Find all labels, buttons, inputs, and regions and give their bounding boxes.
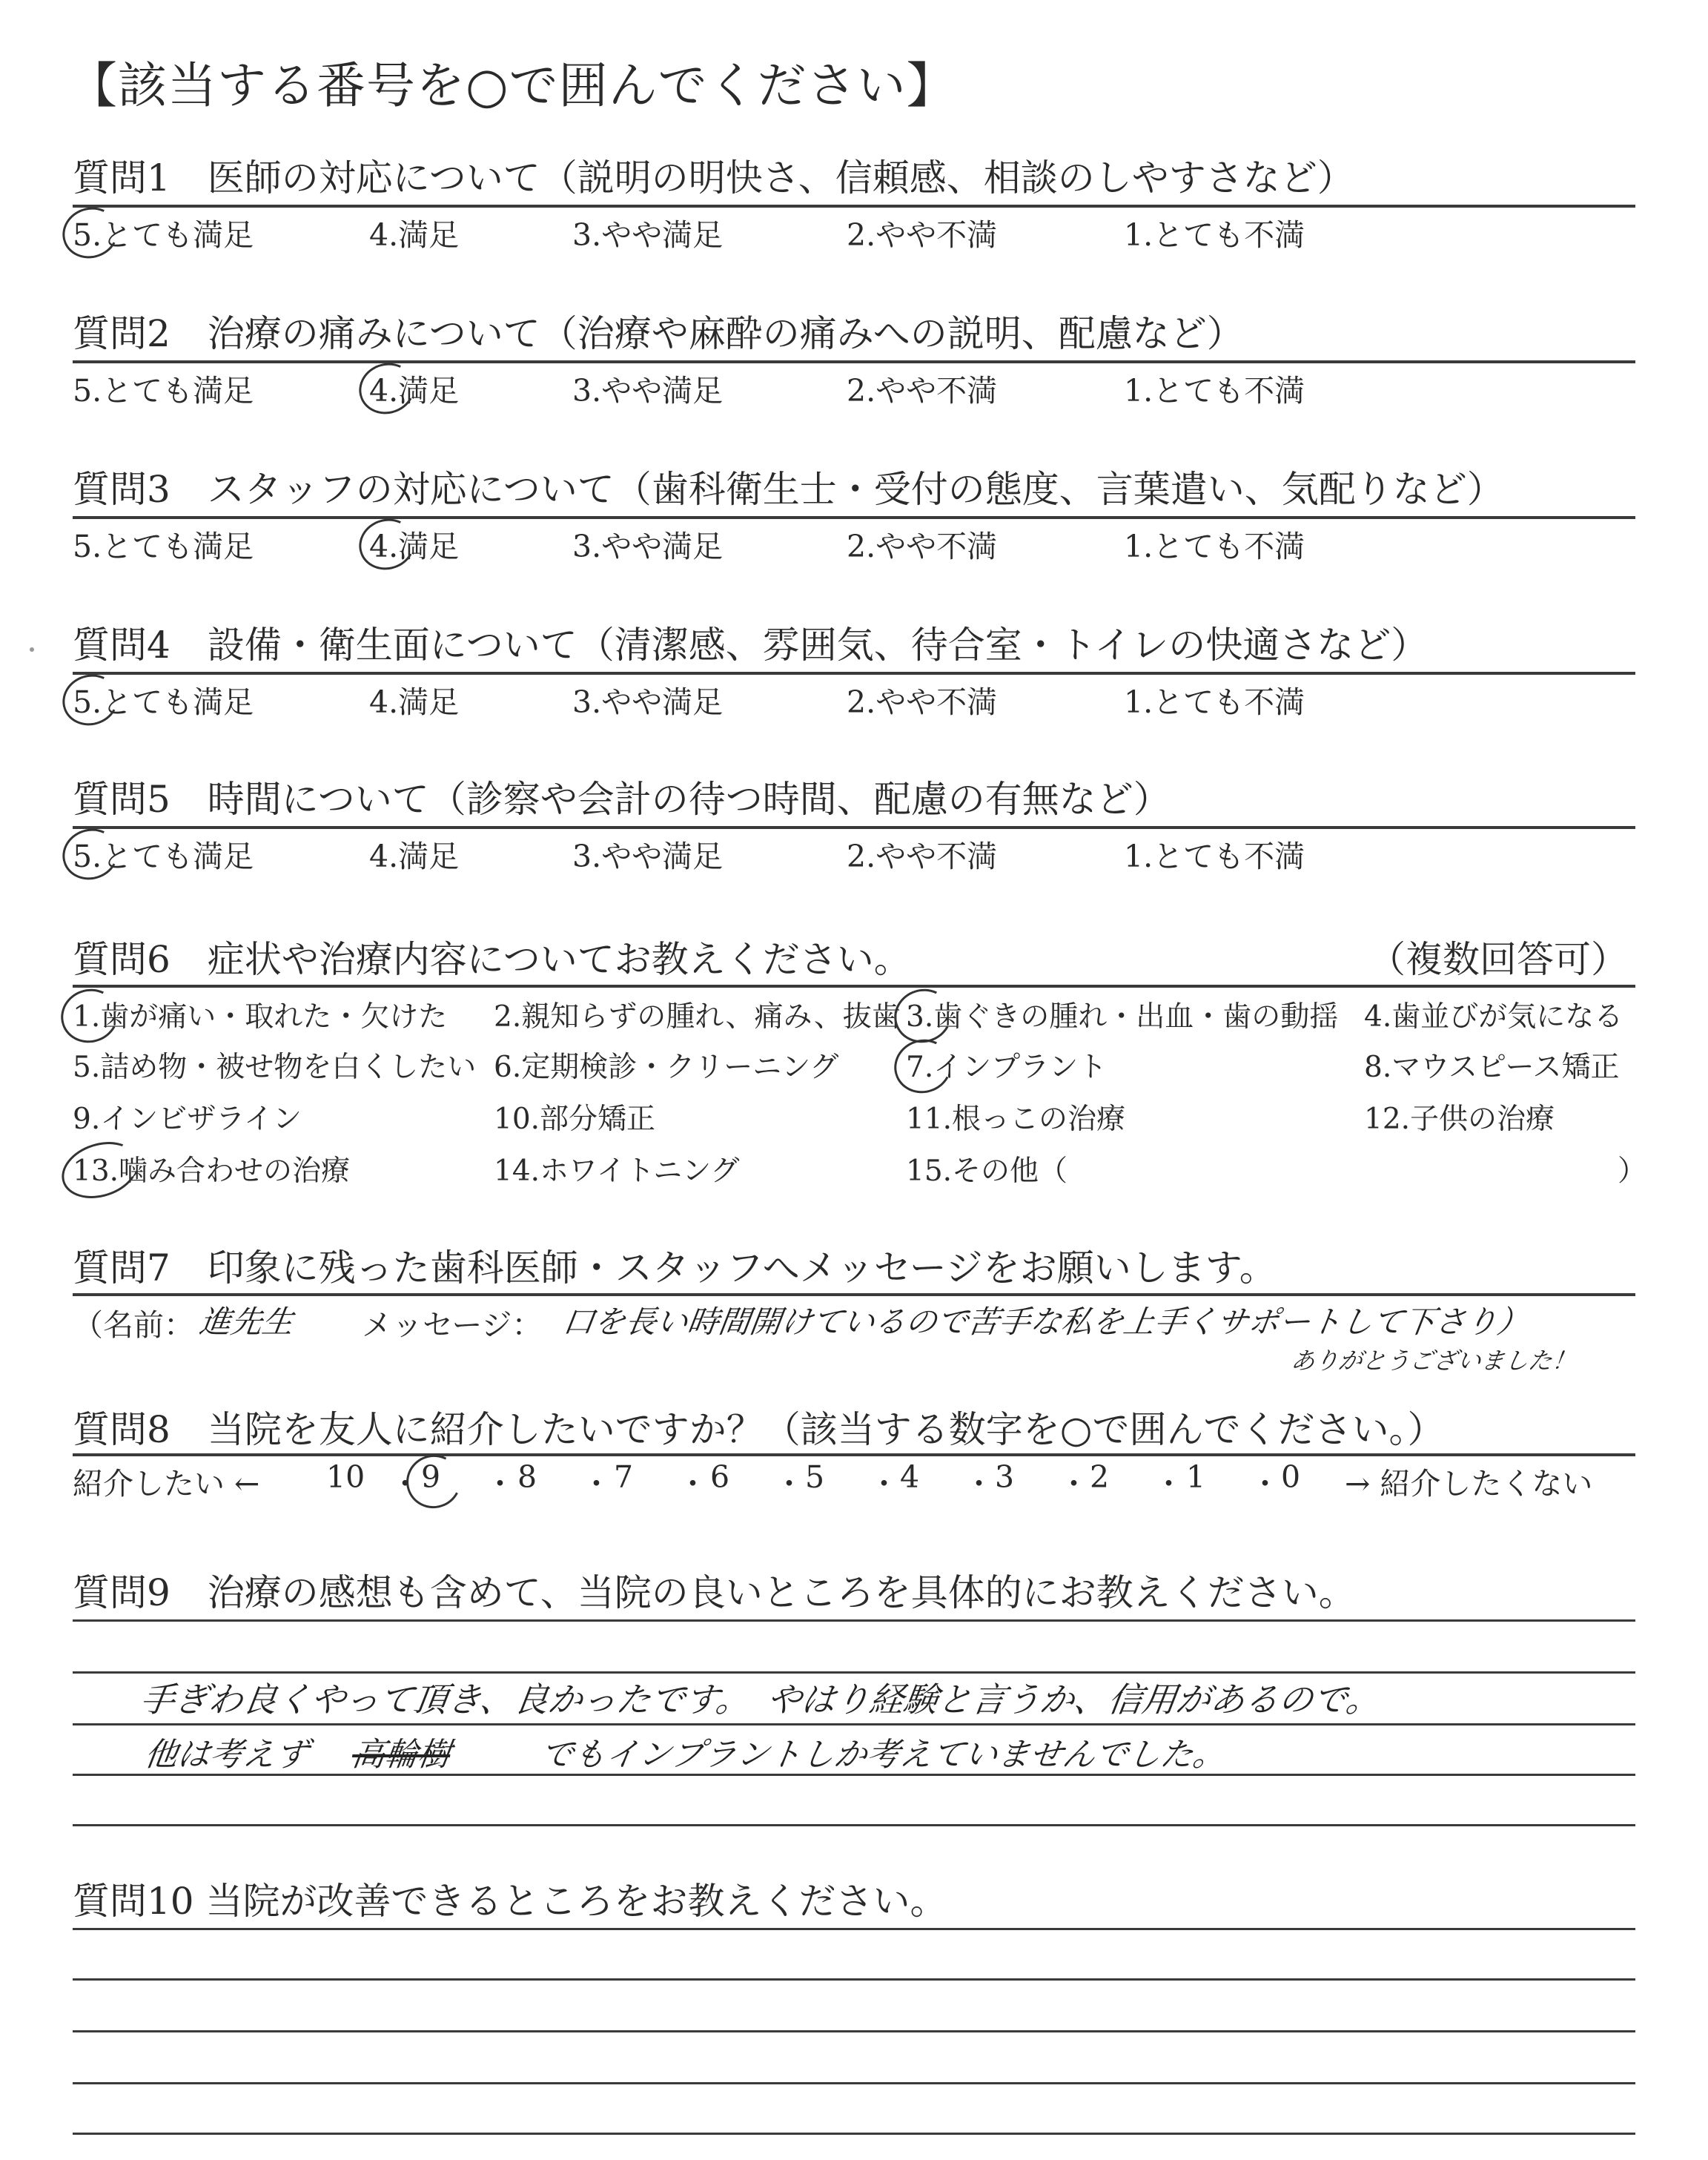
q8-scale-5: 5	[805, 1459, 825, 1495]
q6-selection-circle-13	[54, 1132, 145, 1207]
q4-option-3: 3.やや満足	[572, 684, 724, 720]
q9-title: 質問9 治療の感想も含めて、当院の良いところを具体的にお教えください。	[73, 1571, 1356, 1614]
q9-answer-line1: 手ぎわ良くやって頂き、良かったです。 やはり経験と言うか、信用があるので。	[137, 1680, 1383, 1720]
q3-option-3: 3.やや満足	[572, 529, 724, 564]
q9-line-5	[73, 1824, 1635, 1826]
q1-option-5: 5.とても満足	[73, 217, 254, 253]
q6-option-8: 8.マウスピース矯正	[1364, 1051, 1620, 1084]
q1-title: 質問1 医師の対応について（説明の明快さ、信頼感、相談のしやすさなど）	[73, 156, 1354, 199]
q8-scale-separator: ・	[1059, 1466, 1089, 1502]
scan-speck	[30, 647, 34, 652]
q8-scale-4: 4	[900, 1459, 920, 1495]
q6-option-4: 4.歯並びが気になる	[1364, 1000, 1623, 1034]
q5-option-5: 5.とても満足	[73, 839, 254, 874]
q9-answer-line2: 他は考えず	[142, 1736, 311, 1774]
q6-option-2: 2.親知らずの腫れ、痛み、抜歯	[494, 1000, 901, 1034]
q3-option-2: 2.やや不満	[847, 529, 998, 564]
q6-selection-circle-7	[887, 1032, 959, 1101]
q7-message-line1: 口を長い時間開けているので苦手な私を上手くサポートして下さり）	[560, 1304, 1532, 1340]
q1-option-3: 3.やや満足	[572, 217, 724, 253]
q2-rule	[73, 360, 1635, 363]
q9-answer-line2b: でもインプラントしか考えていませんでした。	[537, 1736, 1228, 1774]
q2-option-2: 2.やや不満	[847, 373, 998, 409]
q8-scale-separator: ・	[390, 1466, 420, 1502]
q1-rule	[73, 205, 1635, 208]
form-header: 【該当する番号を○で囲んでください】	[68, 57, 956, 114]
q6-note: （複数回答可）	[1368, 938, 1628, 981]
q8-selection-circle	[400, 1447, 469, 1515]
q4-rule	[73, 672, 1635, 675]
q7-name-value: 進先生	[197, 1304, 297, 1340]
q6-option-9: 9.インビザライン	[73, 1103, 302, 1136]
q6-option-11: 11.根っこの治療	[906, 1103, 1126, 1136]
q6-option-16: ）	[1618, 1155, 1647, 1188]
q8-scale-6: 6	[710, 1459, 730, 1495]
q1-option-1: 1.とても不満	[1124, 217, 1305, 253]
q7-message-label: メッセージ：	[362, 1307, 543, 1343]
q6-title: 質問6 症状や治療内容についてお教えください。	[73, 938, 911, 981]
q3-title: 質問3 スタッフの対応について（歯科衛生士・受付の態度、言葉遣い、気配りなど）	[73, 468, 1504, 511]
q2-option-1: 1.とても不満	[1124, 373, 1305, 409]
q8-scale-separator: ・	[964, 1466, 994, 1502]
q5-title: 質問5 時間について（診察や会計の待つ時間、配慮の有無など）	[73, 778, 1171, 821]
q6-rule	[73, 985, 1635, 988]
q8-scale-separator: ・	[678, 1466, 708, 1502]
q8-scale-separator: ・	[1250, 1466, 1280, 1502]
q2-option-4: 4.満足	[369, 373, 460, 409]
q6-option-14: 14.ホワイトニング	[494, 1155, 740, 1188]
q3-option-5: 5.とても満足	[73, 529, 254, 564]
q2-title: 質問2 治療の痛みについて（治療や麻酔の痛みへの説明、配慮など）	[73, 312, 1244, 355]
q10-title: 質問10 当院が改善できるところをお教えください。	[73, 1880, 947, 1923]
q3-option-1: 1.とても不満	[1124, 529, 1305, 564]
q7-message-line2: ありがとうございました！	[1289, 1347, 1578, 1375]
q9-line-3	[73, 1723, 1635, 1725]
q8-scale-1: 1	[1186, 1459, 1206, 1495]
q8-scale-0: 0	[1281, 1459, 1301, 1495]
q3-rule	[73, 516, 1635, 519]
q7-rule	[73, 1293, 1635, 1296]
q8-scale-10: 10	[326, 1459, 365, 1495]
q8-scale-7: 7	[614, 1459, 634, 1495]
q4-option-4: 4.満足	[369, 684, 460, 720]
q7-title: 質問7 印象に残った歯科医師・スタッフへメッセージをお願いします。	[73, 1246, 1277, 1289]
q6-option-7: 7.インプラント	[906, 1051, 1108, 1084]
q5-option-4: 4.満足	[369, 839, 460, 874]
q8-scale-9: 9	[421, 1459, 441, 1495]
q10-line-4	[73, 2082, 1635, 2084]
q5-rule	[73, 826, 1635, 829]
q9-answer-struck: 高輪樹	[349, 1736, 453, 1774]
q7-name-label: （名前：	[73, 1307, 194, 1343]
q4-title: 質問4 設備・衛生面について（清潔感、雰囲気、待合室・トイレの快適さなど）	[73, 624, 1429, 667]
q8-scale-separator: ・	[485, 1466, 515, 1502]
q5-option-2: 2.やや不満	[847, 839, 998, 874]
q4-option-5: 5.とても満足	[73, 684, 254, 720]
q6-option-15: 15.その他（	[906, 1155, 1068, 1188]
q9-line-1	[73, 1619, 1635, 1622]
q8-scale-separator: ・	[581, 1466, 612, 1502]
q6-option-13: 13.噛み合わせの治療	[73, 1155, 351, 1188]
q8-title: 質問8 当院を友人に紹介したいですか？（該当する数字を○で囲んでください。）	[73, 1408, 1445, 1451]
q8-right-label: → 紹介したくない	[1345, 1466, 1593, 1502]
q10-line-1	[73, 1928, 1635, 1930]
q6-option-3: 3.歯ぐきの腫れ・出血・歯の動揺	[906, 1000, 1339, 1034]
q1-option-4: 4.満足	[369, 217, 460, 253]
q6-selection-circle-1	[54, 982, 125, 1051]
q3-option-4: 4.満足	[369, 529, 460, 564]
q6-option-10: 10.部分矯正	[494, 1103, 656, 1136]
q8-scale-2: 2	[1090, 1459, 1110, 1495]
q8-scale-8: 8	[517, 1459, 537, 1495]
q5-option-1: 1.とても不満	[1124, 839, 1305, 874]
q2-option-5: 5.とても満足	[73, 373, 254, 409]
q2-option-3: 3.やや満足	[572, 373, 724, 409]
q10-line-5	[73, 2133, 1635, 2135]
q6-option-12: 12.子供の治療	[1364, 1103, 1555, 1136]
q10-line-3	[73, 2030, 1635, 2032]
q8-rule	[73, 1453, 1635, 1456]
q8-scale-separator: ・	[869, 1466, 899, 1502]
q8-scale-separator: ・	[774, 1466, 804, 1502]
q6-option-6: 6.定期検診・クリーニング	[494, 1051, 839, 1084]
q6-option-5: 5.詰め物・被せ物を白くしたい	[73, 1051, 477, 1084]
q4-option-2: 2.やや不満	[847, 684, 998, 720]
q8-scale-3: 3	[995, 1459, 1015, 1495]
q8-scale-separator: ・	[1153, 1466, 1184, 1502]
q10-line-2	[73, 1978, 1635, 1981]
q8-left-label: 紹介したい ←	[73, 1466, 260, 1502]
q6-option-1: 1.歯が痛い・取れた・欠けた	[73, 1000, 448, 1034]
q4-option-1: 1.とても不満	[1124, 684, 1305, 720]
q5-option-3: 3.やや満足	[572, 839, 724, 874]
q1-option-2: 2.やや不満	[847, 217, 998, 253]
